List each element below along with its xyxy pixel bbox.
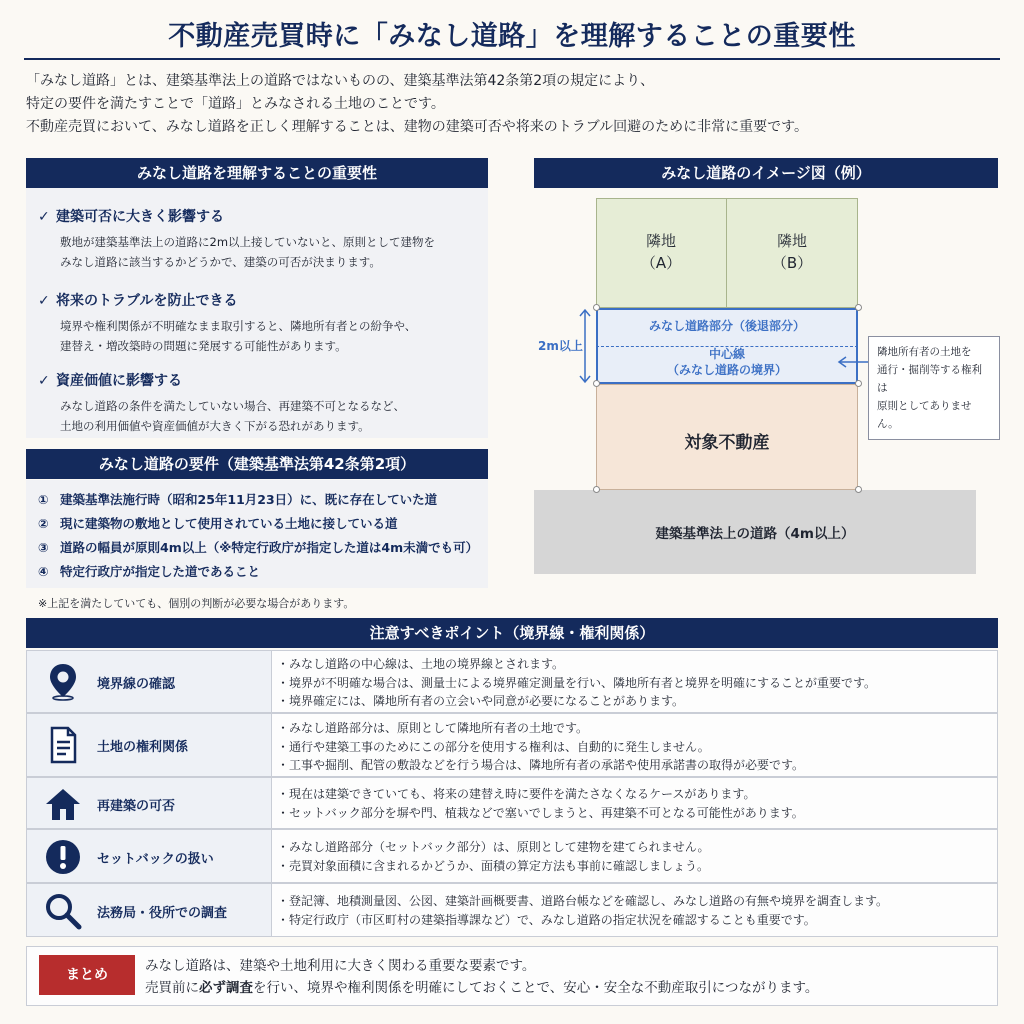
exclamation-icon bbox=[43, 837, 83, 877]
neighbor-lot-a: 隣地 （A） bbox=[640, 232, 682, 272]
point-row bbox=[26, 650, 998, 713]
intro-text bbox=[26, 70, 1006, 139]
importance-item bbox=[38, 370, 478, 436]
point-label: セットバックの扱い bbox=[97, 852, 214, 867]
check-icon: ✓ bbox=[38, 293, 50, 309]
importance-heading: みなし道路を理解することの重要性 bbox=[26, 158, 488, 188]
point-row bbox=[26, 713, 998, 777]
requirement-item: ④ 特定行政庁が指定した道であること bbox=[38, 564, 261, 579]
corner-point bbox=[593, 304, 600, 311]
point-row bbox=[26, 829, 998, 883]
point-body: ・現在は建築できていても、将来の建替え時に要件を満たさなくなるケースがあります。 ・セットバック部分を塀や門、植栽などで塞いでしまうと、再建築不可となる可能性があります。 bbox=[277, 787, 804, 820]
requirements-note: ※上記を満たしていても、個別の判断が必要な場合があります。 bbox=[38, 597, 355, 610]
corner-point bbox=[593, 486, 600, 493]
point-label: 土地の権利関係 bbox=[97, 740, 189, 755]
importance-item-title: 建築可否に大きく影響する bbox=[56, 209, 224, 225]
importance-item-desc: 建替え・増改築時の問題に発展する可能性があります。 bbox=[60, 339, 347, 353]
search-icon bbox=[43, 891, 83, 931]
importance-item-desc: 土地の利用価値や資産価値が大きく下がる恐れがあります。 bbox=[60, 419, 370, 433]
point-label: 境界線の確認 bbox=[97, 677, 176, 692]
page-title: 不動産売買時に「みなし道路」を理解することの重要性 bbox=[168, 21, 856, 52]
intro-line: 「みなし道路」とは、建築基準法上の道路ではないものの、建築基準法第42条第2項の規定により、 bbox=[26, 73, 655, 89]
importance-item-desc: みなし道路に該当するかどうかで、建築の可否が決まります。 bbox=[60, 255, 381, 269]
centerline-label: 中心線 （みなし道路の境界） bbox=[666, 347, 787, 377]
point-label: 法務局・役所での調査 bbox=[97, 906, 228, 921]
requirements-heading: みなし道路の要件（建築基準法第42条第2項） bbox=[26, 449, 488, 479]
requirement-item: ① 建築基準法施行時（昭和25年11月23日）に、既に存在していた道 bbox=[38, 492, 438, 507]
title-divider bbox=[24, 58, 1000, 60]
importance-panel bbox=[26, 188, 488, 438]
intro-line: 特定の要件を満たすことで「道路」とみなされる土地のことです。 bbox=[26, 96, 445, 112]
importance-item-title: 資産価値に影響する bbox=[56, 373, 182, 389]
importance-item-desc: 敷地が建築基準法上の道路に2m以上接していないと、原則として建物を bbox=[60, 235, 436, 249]
corner-point bbox=[855, 380, 862, 387]
point-row bbox=[26, 883, 998, 937]
location-pin-icon bbox=[43, 661, 83, 701]
requirement-item: ③ 道路の幅員が原則4m以上（※特定行政庁が指定した道は4m未満でも可） bbox=[38, 540, 479, 555]
width-label: 2m以上 bbox=[538, 339, 583, 353]
point-body: ・みなし道路の中心線は、土地の境界線とされます。 ・境界が不明確な場合は、測量士による境界確定測量を行い、隣地所有者と境界を明確にすることが重要です。 ・境界確定には、隣地所有者の立会いや同意が必要になることがあります。 bbox=[277, 657, 877, 708]
diagram-heading: みなし道路のイメージ図（例） bbox=[534, 158, 998, 188]
summary-box bbox=[26, 946, 998, 1006]
importance-item bbox=[38, 290, 478, 356]
point-body: ・みなし道路部分は、原則として隣地所有者の土地です。 ・通行や建築工事のためにこの部分を使用する権利は、自動的に発生しません。 ・工事や掘削、配管の敷設などを行う場合は、隣地所有者の承諾や使用承諾書の取得が必要です。 bbox=[277, 721, 805, 772]
corner-point bbox=[855, 486, 862, 493]
importance-item bbox=[38, 206, 478, 272]
importance-item-title: 将来のトラブルを防止できる bbox=[56, 293, 238, 309]
check-icon: ✓ bbox=[38, 373, 50, 389]
corner-point bbox=[855, 304, 862, 311]
point-body: ・みなし道路部分（セットバック部分）は、原則として建物を建てられません。 ・売買対象面積に含まれるかどうか、面積の算定方法も事前に確認しましょう。 bbox=[277, 840, 710, 873]
requirement-item: ② 現に建築物の敷地として使用されている土地に接している道 bbox=[38, 516, 398, 531]
setback-diagram bbox=[534, 188, 1000, 608]
width-arrow-icon bbox=[578, 308, 592, 384]
point-body: ・登記簿、地積測量図、公図、建築計画概要書、道路台帳などを確認し、みなし道路の有無や境界を調査します。 ・特定行政庁（市区町村の建築指導課など）で、みなし道路の指定状況を確認することも重要です。 bbox=[277, 894, 889, 927]
neighbor-lot-b: 隣地 （B） bbox=[771, 232, 813, 272]
document-icon bbox=[43, 725, 83, 765]
road-label: 建築基準法上の道路（4m以上） bbox=[655, 526, 855, 542]
corner-point bbox=[593, 380, 600, 387]
intro-line: 不動産売買において、みなし道路を正しく理解することは、建物の建築可否や将来のトラブル回避のために非常に重要です。 bbox=[26, 119, 809, 135]
summary-emphasis: 必ず調査 bbox=[199, 980, 253, 996]
requirements-panel bbox=[26, 480, 488, 588]
setback-label: みなし道路部分（後退部分） bbox=[648, 319, 805, 333]
target-property-label: 対象不動産 bbox=[684, 433, 770, 453]
point-row bbox=[26, 777, 998, 829]
importance-item-desc: 境界や権利関係が不明確なまま取引すると、隣地所有者との紛争や、 bbox=[60, 319, 417, 333]
check-icon: ✓ bbox=[38, 209, 50, 225]
importance-item-desc: みなし道路の条件を満たしていない場合、再建築不可となるなど、 bbox=[60, 399, 405, 413]
callout-box: 隣地所有者の土地を 通行・掘削等する権利は 原則としてありません。 bbox=[868, 336, 1000, 440]
summary-text: みなし道路は、建築や土地利用に大きく関わる重要な要素です。 売買前に必ず調査を行い、境界や権利関係を明確にしておくことで、安心・安全な不動産取引につながります。 bbox=[145, 958, 819, 996]
house-icon bbox=[43, 784, 83, 824]
point-label: 再建築の可否 bbox=[97, 799, 176, 814]
summary-tag: まとめ bbox=[39, 955, 135, 995]
points-heading: 注意すべきポイント（境界線・権利関係） bbox=[26, 618, 998, 648]
callout-arrow-icon bbox=[834, 356, 870, 368]
